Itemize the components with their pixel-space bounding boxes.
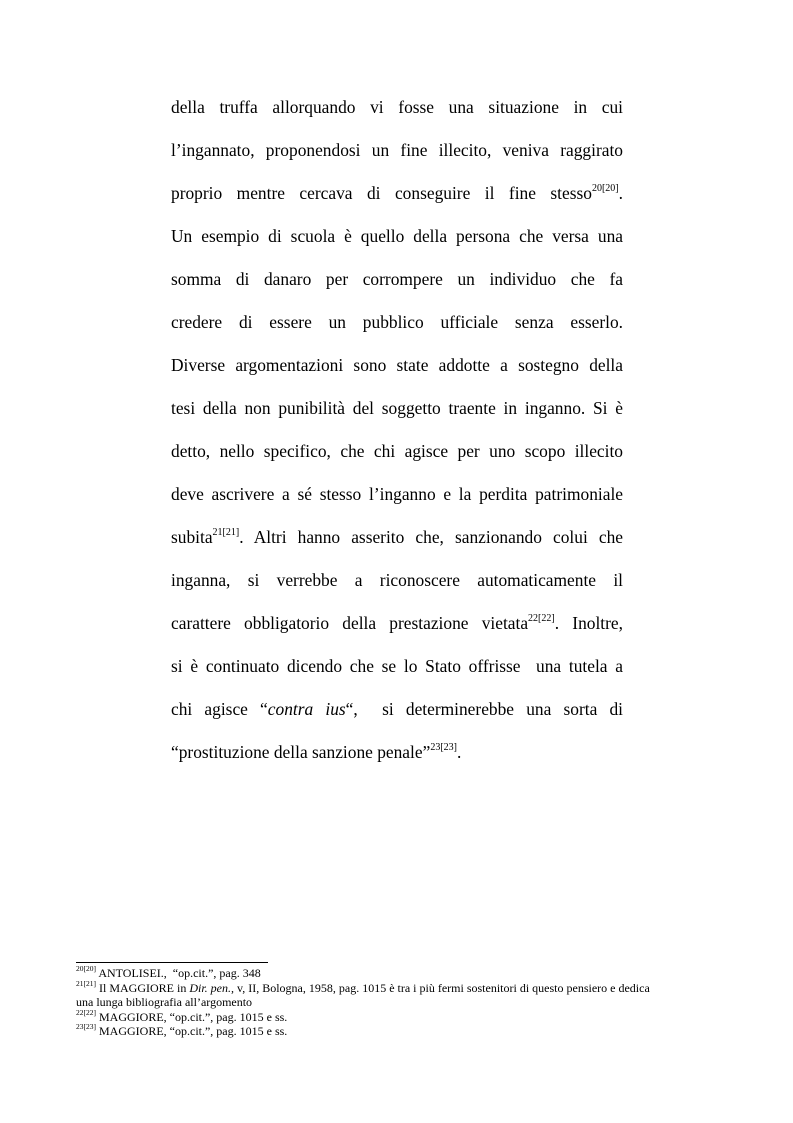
footnote-text: MAGGIORE, “op.cit.”, pag. 1015 e ss. bbox=[96, 1024, 288, 1038]
body-line bbox=[171, 519, 623, 562]
body-line bbox=[171, 132, 623, 175]
body-line bbox=[171, 390, 623, 433]
footnote-22 bbox=[76, 1007, 726, 1025]
body-line bbox=[171, 648, 623, 691]
footnote-number: 20[20] bbox=[76, 964, 96, 973]
line-text: Un esempio di scuola è quello della persona che versa una bbox=[171, 226, 623, 246]
line-text: deve ascrivere a sé stesso l’inganno e la perdita patrimoniale bbox=[171, 484, 623, 504]
line-text: si è continuato dicendo che se lo Stato offrisse una tutela a bbox=[171, 656, 623, 676]
footnote-reference[interactable]: 21[21] bbox=[212, 527, 240, 539]
line-text: inganna, si verrebbe a riconoscere automaticamente il bbox=[171, 570, 623, 590]
footnote-21 bbox=[76, 978, 726, 1010]
line-text: tesi della non punibilità del soggetto traente in inganno. Si è bbox=[171, 398, 623, 418]
footnote-text: v, II, Bologna, 1958, pag. 1015 è tra i più fermi sostenitori di questo pensiero e dedica bbox=[234, 980, 650, 995]
line-text: proprio mentre cercava di conseguire il fine stesso bbox=[171, 183, 592, 203]
line-text: chi agisce “ bbox=[171, 699, 268, 719]
line-text: subita bbox=[171, 527, 213, 547]
line-text: l’ingannato, proponendosi un fine illecito, veniva raggirato bbox=[171, 140, 623, 160]
footnote-citation: Dir. pen., bbox=[189, 980, 234, 995]
italic-term: contra ius bbox=[267, 699, 346, 719]
body-line bbox=[171, 218, 623, 261]
line-text: Diverse argomentazioni sono state addotte a sostegno della bbox=[171, 355, 623, 375]
line-text: . Inoltre, bbox=[554, 613, 623, 633]
footnote-20 bbox=[76, 966, 726, 981]
footnote-reference[interactable]: 22[22] bbox=[528, 613, 555, 625]
body-line bbox=[171, 433, 623, 476]
line-text: . Altri hanno asserito che, sanzionando colui che bbox=[239, 527, 623, 547]
body-line bbox=[171, 304, 623, 347]
footnote-line: una lunga bibliografia all’argomento bbox=[76, 995, 253, 1009]
footnote-text: Il MAGGIORE in bbox=[96, 980, 190, 995]
body-line bbox=[171, 89, 623, 132]
body-line bbox=[171, 691, 623, 734]
footnote-number: 22[22] bbox=[76, 1007, 96, 1017]
footnote-number: 23[23] bbox=[76, 1022, 96, 1031]
footnote-reference[interactable]: 20[20] bbox=[591, 183, 619, 195]
line-text: carattere obbligatorio della prestazione vietata bbox=[171, 613, 529, 633]
line-text: “, si determinerebbe una sorta di bbox=[345, 699, 624, 719]
line-text: somma di danaro per corrompere un individuo che fa bbox=[171, 269, 623, 289]
line-text: della truffa allorquando vi fosse una situazione in cui bbox=[171, 97, 623, 117]
footnote-reference[interactable]: 23[23] bbox=[430, 742, 457, 754]
body-line bbox=[171, 562, 623, 605]
body-line bbox=[171, 261, 623, 304]
footnotes bbox=[76, 966, 726, 1039]
footnote-number: 21[21] bbox=[76, 978, 96, 988]
line-text: detto, nello specifico, che chi agisce per uno scopo illecito bbox=[171, 441, 623, 461]
footnote-text: ANTOLISEI., “op.cit.”, pag. 348 bbox=[96, 966, 261, 980]
body-line bbox=[171, 734, 623, 777]
body-line bbox=[171, 175, 623, 218]
body-line bbox=[171, 347, 623, 390]
body-line bbox=[171, 605, 623, 648]
body-line bbox=[171, 476, 623, 519]
footnote-23 bbox=[76, 1024, 726, 1039]
line-text: credere di essere un pubblico ufficiale senza esserlo. bbox=[171, 312, 623, 332]
line-text: . bbox=[456, 742, 462, 762]
footnote-line bbox=[76, 978, 726, 996]
body-paragraph bbox=[171, 89, 623, 777]
line-text: . bbox=[618, 183, 623, 203]
footnote-text: MAGGIORE, “op.cit.”, pag. 1015 e ss. bbox=[96, 1009, 288, 1024]
footnote-separator bbox=[76, 962, 268, 963]
line-text: “prostituzione della sanzione penale” bbox=[171, 742, 431, 762]
